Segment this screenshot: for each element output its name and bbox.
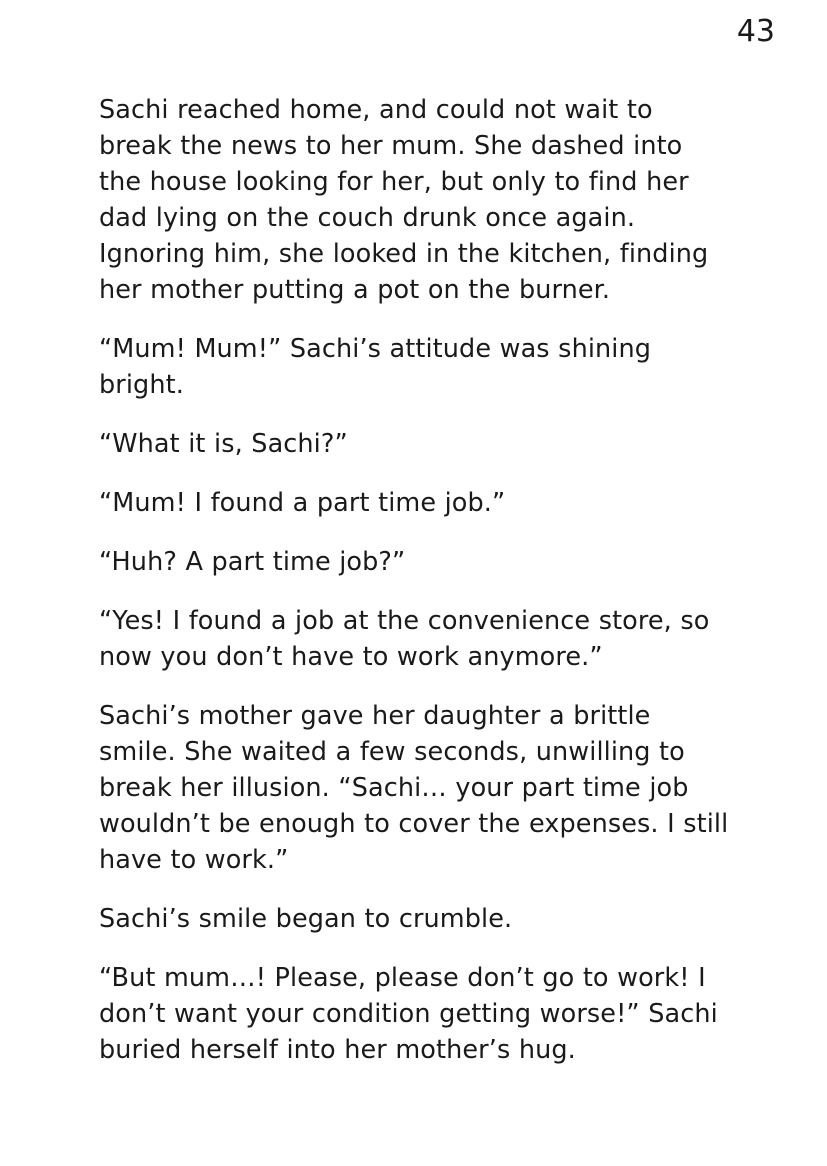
- paragraph: “What it is, Sachi?”: [99, 429, 348, 459]
- paragraph: “Huh? A part time job?”: [99, 547, 406, 577]
- page-body-text: [99, 92, 731, 1068]
- paragraph: Sachi reached home, and could not wait to break the news to her mum. She dashed into the house looking for her, but only to find her dad lying on the couch drunk once again. Ignoring him, she looked in the kitchen, finding her mother putting a pot on the burner.: [99, 95, 709, 305]
- page-number: 43: [736, 14, 775, 49]
- paragraph: “But mum…! Please, please don’t go to work! I don’t want your condition getting worse!” Sachi buried herself into her mother’s hug.: [99, 963, 718, 1065]
- paragraph: Sachi’s mother gave her daughter a brittle smile. She waited a few seconds, unwilling to break her illusion. “Sachi… your part time job wouldn’t be enough to cover the expenses. I still have to work.”: [99, 701, 729, 875]
- paragraph: Sachi’s smile began to crumble.: [99, 904, 513, 934]
- paragraph: “Mum! I found a part time job.”: [99, 488, 506, 518]
- paragraph: “Mum! Mum!” Sachi’s attitude was shining bright.: [99, 334, 652, 400]
- paragraph: “Yes! I found a job at the convenience store, so now you don’t have to work anymore.”: [99, 606, 710, 672]
